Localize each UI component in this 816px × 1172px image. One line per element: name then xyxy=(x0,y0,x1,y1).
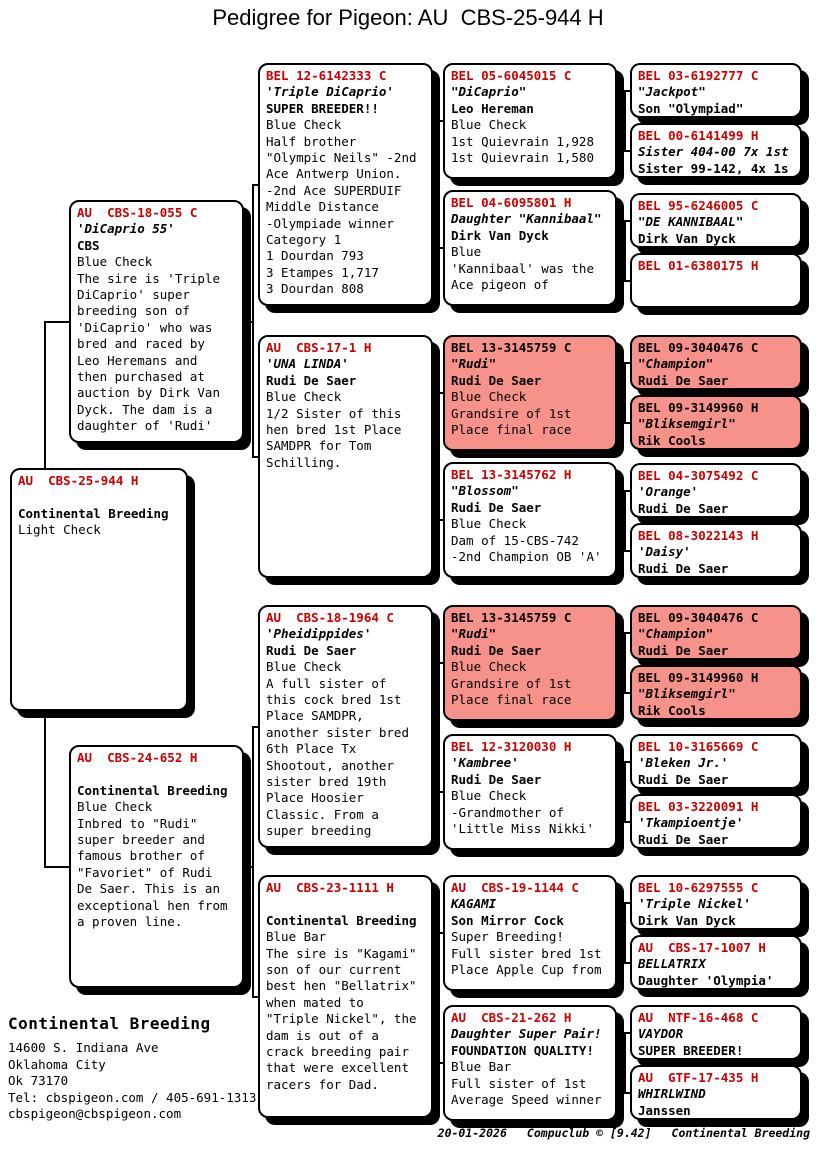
pigeon-note xyxy=(266,896,425,912)
pigeon-note: Grandsire of 1st xyxy=(451,675,572,691)
pigeon-note: Blue Check xyxy=(77,254,153,270)
pigeon-name: 'Orange' xyxy=(638,484,699,500)
pigeon-name: Daughter Super Pair! xyxy=(451,1026,602,1042)
connector-line xyxy=(624,490,626,552)
pigeon-breeder: Son "Olympiad" xyxy=(638,100,744,116)
pigeon-note: "Triple Nickel", the xyxy=(266,1011,417,1027)
pigeon-band-id: BEL 10-6297555 C xyxy=(638,880,759,895)
pigeon-note: 1 Dourdan 793 xyxy=(266,248,364,264)
pigeon-breeder: CBS xyxy=(77,237,100,253)
pedigree-box-gg6 xyxy=(443,734,617,850)
pigeon-breeder: Rudi De Saer xyxy=(638,500,729,516)
pigeon-name: "Champion" xyxy=(638,626,714,642)
pigeon-note: exceptional hen from xyxy=(77,897,228,913)
pigeon-band-id: BEL 08-3022143 H xyxy=(638,528,759,543)
breeder-city: Oklahoma City xyxy=(8,1056,106,1072)
pigeon-name: KAGAMI xyxy=(451,896,497,912)
pedigree-box-gg5 xyxy=(443,605,617,721)
pigeon-note xyxy=(18,489,180,505)
pigeon-note: 1st Quievrain 1,928 xyxy=(451,133,594,149)
pigeon-note: The sire is "Kagami" xyxy=(266,945,417,961)
pigeon-note: Leo Heremans and xyxy=(77,352,198,368)
pigeon-note: Grandsire of 1st xyxy=(451,405,572,421)
pigeon-band-id: AU CBS-24-652 H xyxy=(77,750,198,765)
pigeon-breeder: Rudi De Saer xyxy=(451,372,542,388)
pigeon-note: Blue Check xyxy=(451,389,527,405)
connector-line xyxy=(624,632,626,694)
pigeon-name: 'Triple Nickel' xyxy=(638,896,751,912)
connector-line xyxy=(437,932,439,1064)
pigeon-note: hen bred 1st Place xyxy=(266,422,402,438)
pigeon-band-id: AU NTF-16-468 C xyxy=(638,1010,759,1025)
pigeon-band-id: BEL 13-3145759 C xyxy=(451,340,572,355)
pedigree-box-ggg13 xyxy=(630,875,802,930)
pigeon-band-id: BEL 05-6045015 C xyxy=(451,68,572,83)
pigeon-note: -Olympiade winner xyxy=(266,215,394,231)
pigeon-note: 6th Place Tx xyxy=(266,741,357,757)
pigeon-name: BELLATRIX xyxy=(638,956,706,972)
pedigree-box-gg2 xyxy=(443,190,617,306)
pigeon-name: "DE KANNIBAAL" xyxy=(638,214,744,230)
pigeon-note: Classic. From a xyxy=(266,806,379,822)
pigeon-band-id: BEL 12-6142333 C xyxy=(266,68,387,83)
pedigree-box-gg8 xyxy=(443,1005,617,1121)
pigeon-note: Inbred to "Rudi" xyxy=(77,815,198,831)
pigeon-note: super breeder and xyxy=(77,832,205,848)
pigeon-note: 'Kannibaal' was the xyxy=(451,260,594,276)
pigeon-name: "Rudi" xyxy=(451,626,497,642)
pigeon-note: Place Apple Cup from xyxy=(451,962,602,978)
pigeon-band-id: AU CBS-18-055 C xyxy=(77,205,198,220)
pigeon-note: The sire is 'Triple xyxy=(77,270,220,286)
pigeon-name: 'Bleken Jr.' xyxy=(638,755,729,771)
pigeon-name: "Blossom" xyxy=(451,483,519,499)
pigeon-band-id: BEL 09-3149960 H xyxy=(638,670,759,685)
pigeon-note: DiCaprio' super xyxy=(77,287,190,303)
pedigree-box-ggg12 xyxy=(630,794,802,849)
pigeon-breeder: Dirk Van Dyck xyxy=(638,230,736,246)
connector-line xyxy=(44,866,69,868)
pigeon-note: Blue Check xyxy=(77,799,153,815)
connector-line xyxy=(44,321,69,323)
pigeon-band-id: AU CBS-23-1111 H xyxy=(266,880,394,895)
pigeon-band-id: BEL 03-6192777 C xyxy=(638,68,759,83)
pedigree-box-ggg4 xyxy=(630,253,802,308)
pigeon-note: Dyck. The dam is a xyxy=(77,401,213,417)
pigeon-note: Half brother xyxy=(266,133,357,149)
pigeon-band-id: AU CBS-17-1 H xyxy=(266,340,372,355)
pigeon-note: -Grandmother of xyxy=(451,804,564,820)
connector-line xyxy=(624,902,626,964)
pedigree-box-ggg1 xyxy=(630,63,802,118)
pigeon-breeder: Rudi De Saer xyxy=(638,372,729,388)
connector-line xyxy=(252,726,254,998)
pigeon-note: Blue Check xyxy=(266,659,342,675)
pigeon-note: "Olympic Neils" -2nd xyxy=(266,150,417,166)
pigeon-breeder: Son Mirror Cock xyxy=(451,912,564,928)
connector-line xyxy=(252,184,254,458)
pigeon-breeder: Dirk Van Dyck xyxy=(638,912,736,928)
pigeon-note: 'Little Miss Nikki' xyxy=(451,821,594,837)
pigeon-breeder: Rudi De Saer xyxy=(451,642,542,658)
footer-software: Compuclub © [9.42] xyxy=(526,1126,652,1140)
pigeon-note: A full sister of xyxy=(266,675,387,691)
pigeon-name: 'Daisy' xyxy=(638,544,691,560)
pigeon-band-id: BEL 12-3120030 H xyxy=(451,739,572,754)
pedigree-box-sire xyxy=(69,200,244,443)
pigeon-note: racers for Dad. xyxy=(266,1076,379,1092)
breeder-address-line: 14600 S. Indiana Ave xyxy=(8,1040,159,1055)
pedigree-box-ggg10 xyxy=(630,665,802,720)
pigeon-note: a proven line. xyxy=(77,914,183,930)
connector-line xyxy=(624,761,626,823)
pigeon-breeder: Rik Cools xyxy=(638,702,706,718)
pigeon-note: 1/2 Sister of this xyxy=(266,405,402,421)
pigeon-note: 3 Dourdan 808 xyxy=(266,281,364,297)
pedigree-box-gg3 xyxy=(443,335,617,451)
pigeon-breeder: Leo Hereman xyxy=(451,100,534,116)
pigeon-note: Average Speed winner xyxy=(451,1092,602,1108)
pigeon-band-id: AU CBS-18-1964 C xyxy=(266,610,394,625)
pigeon-note: Place Hoosier xyxy=(266,790,364,806)
pigeon-breeder: Dirk Van Dyck xyxy=(451,227,549,243)
pedigree-box-ggg11 xyxy=(630,734,802,789)
pigeon-name: 'DiCaprio 55' xyxy=(77,221,175,237)
pigeon-breeder: Sister 99-142, 4x 1s xyxy=(638,160,789,176)
page-title: Pedigree for Pigeon: AU CBS-25-944 H xyxy=(212,5,604,30)
pigeon-breeder: Rik Cools xyxy=(638,432,706,448)
pedigree-box-ggg2 xyxy=(630,123,802,178)
connector-line xyxy=(624,1032,626,1094)
pedigree-box-ggg6 xyxy=(630,395,802,450)
pigeon-note: Super Breeding! xyxy=(451,929,564,945)
pigeon-breeder: Rudi De Saer xyxy=(638,831,729,847)
pigeon-breeder: Rudi De Saer xyxy=(638,771,729,787)
pigeon-note: Full sister bred 1st xyxy=(451,945,602,961)
pigeon-band-id: BEL 09-3149960 H xyxy=(638,400,759,415)
pigeon-band-id: BEL 13-3145762 H xyxy=(451,467,572,482)
pigeon-note: Full sister of 1st xyxy=(451,1075,587,1091)
pigeon-breeder: Rudi De Saer xyxy=(451,499,542,515)
pigeon-note: SAMDPR for Tom xyxy=(266,438,372,454)
breeder-email: cbspigeon@cbspigeon.com xyxy=(8,1106,182,1121)
pigeon-note: -2nd Champion OB 'A' xyxy=(451,549,602,565)
pedigree-box-g2 xyxy=(258,335,433,578)
pigeon-breeder: SUPER BREEDER! xyxy=(638,1042,744,1058)
pigeon-note: Blue xyxy=(451,244,482,260)
pigeon-note: bred and raced by xyxy=(77,336,205,352)
pigeon-band-id: AU GTF-17-435 H xyxy=(638,1070,759,1085)
pigeon-breeder: Rudi De Saer xyxy=(638,642,729,658)
connector-line xyxy=(624,90,626,152)
pedigree-box-ggg16 xyxy=(630,1065,802,1120)
pedigree-box-gg4 xyxy=(443,462,617,578)
pigeon-note: breeding son of xyxy=(77,303,190,319)
pigeon-breeder: Daughter 'Olympia' xyxy=(638,972,774,988)
pigeon-name: 'Tkampioentje' xyxy=(638,815,744,831)
pigeon-note: Blue Check xyxy=(451,788,527,804)
connector-line xyxy=(437,392,439,521)
pigeon-note: Light Check xyxy=(18,522,101,538)
pigeon-note xyxy=(77,766,236,782)
pigeon-note: Blue Check xyxy=(266,117,342,133)
breeder-phone: Tel: cbspigeon.com / 405-691-1313 xyxy=(8,1089,257,1105)
pigeon-name: "Rudi" xyxy=(451,356,497,372)
pigeon-note: "Favoriet" of Rudi xyxy=(77,864,213,880)
pigeon-breeder: Continental Breeding xyxy=(266,912,417,928)
pigeon-note: Blue Check xyxy=(451,516,527,532)
pigeon-note: Middle Distance xyxy=(266,199,379,215)
pedigree-box-ggg8 xyxy=(630,523,802,578)
pigeon-note: Blue Check xyxy=(451,659,527,675)
footer-date: 20-01-2026 xyxy=(437,1126,507,1140)
breeder-name: Continental Breeding xyxy=(8,1014,211,1033)
pigeon-name: "DiCaprio" xyxy=(451,84,527,100)
pigeon-band-id: BEL 04-6095801 H xyxy=(451,195,572,210)
connector-line xyxy=(437,662,439,793)
pedigree-box-g3 xyxy=(258,605,433,848)
pigeon-band-id: AU CBS-17-1007 H xyxy=(638,940,766,955)
pigeon-band-id: BEL 10-3165669 C xyxy=(638,739,759,754)
pigeon-note: Blue Bar xyxy=(451,1059,512,1075)
pigeon-note: when mated to xyxy=(266,994,364,1010)
pedigree-box-subject xyxy=(10,468,188,711)
pigeon-note: 3 Etampes 1,717 xyxy=(266,264,379,280)
pigeon-note: Schilling. xyxy=(266,454,342,470)
pigeon-breeder: FOUNDATION QUALITY! xyxy=(451,1042,594,1058)
pigeon-name: 'Kambree' xyxy=(451,755,519,771)
pigeon-name: 'UNA LINDA' xyxy=(266,356,349,372)
pigeon-note: auction by Dirk Van xyxy=(77,385,220,401)
pigeon-note: another sister bred xyxy=(266,724,409,740)
pigeon-note: Blue Bar xyxy=(266,929,327,945)
breeder-state-zip: Ok 73170 xyxy=(8,1073,69,1088)
pigeon-band-id: BEL 13-3145759 C xyxy=(451,610,572,625)
breeder-contact xyxy=(8,1014,256,1123)
pigeon-note: Ace pigeon of xyxy=(451,277,549,293)
pigeon-name: "Bliksemgirl" xyxy=(638,416,736,432)
pigeon-breeder: Continental Breeding xyxy=(77,782,228,798)
pigeon-note: best hen "Bellatrix" xyxy=(266,978,417,994)
pedigree-box-ggg15 xyxy=(630,1005,802,1060)
pigeon-note: Blue Check xyxy=(266,389,342,405)
footer xyxy=(438,1126,810,1140)
pigeon-note: Category 1 xyxy=(266,232,342,248)
pigeon-note: Place SAMDPR, xyxy=(266,708,364,724)
pedigree-box-g1 xyxy=(258,63,433,306)
pigeon-breeder: Rudi De Saer xyxy=(266,642,357,658)
connector-line xyxy=(437,120,439,249)
pigeon-breeder: SUPER BREEDER!! xyxy=(266,100,379,116)
connector-line xyxy=(624,220,626,282)
pigeon-note: that were excellent xyxy=(266,1060,409,1076)
pigeon-note: Place final race xyxy=(451,422,572,438)
pigeon-note: daughter of 'Rudi' xyxy=(77,418,213,434)
pigeon-name: 'Pheidippides' xyxy=(266,626,372,642)
pigeon-note: dam is out of a xyxy=(266,1027,379,1043)
pedigree-box-ggg7 xyxy=(630,463,802,518)
pigeon-band-id: BEL 04-3075492 C xyxy=(638,468,759,483)
pigeon-note: son of our current xyxy=(266,962,402,978)
pigeon-name: Daughter "Kannibaal" xyxy=(451,211,602,227)
pigeon-breeder: Rudi De Saer xyxy=(638,560,729,576)
pigeon-note: Shootout, another xyxy=(266,757,394,773)
pigeon-breeder: Janssen xyxy=(638,1102,691,1118)
pigeon-note: famous brother of xyxy=(77,848,205,864)
pigeon-name: "Bliksemgirl" xyxy=(638,686,736,702)
pigeon-note: Place final race xyxy=(451,692,572,708)
pedigree-box-gg7 xyxy=(443,875,617,991)
pigeon-band-id: BEL 95-6246005 C xyxy=(638,198,759,213)
pigeon-note: sister bred 19th xyxy=(266,774,387,790)
pigeon-band-id: AU CBS-19-1144 C xyxy=(451,880,579,895)
pigeon-band-id: BEL 03-3220091 H xyxy=(638,799,759,814)
pigeon-band-id: AU CBS-25-944 H xyxy=(18,473,139,488)
pigeon-band-id: BEL 01-6380175 H xyxy=(638,258,759,273)
pedigree-box-ggg3 xyxy=(630,193,802,248)
pedigree-box-dam xyxy=(69,745,244,988)
pigeon-name: "Jackpot" xyxy=(638,84,706,100)
pigeon-breeder: Continental Breeding xyxy=(18,505,169,521)
pigeon-band-id: BEL 09-3040476 C xyxy=(638,340,759,355)
pigeon-note: then purchased at xyxy=(77,369,205,385)
pigeon-note: De Saer. This is an xyxy=(77,881,220,897)
pedigree-box-ggg5 xyxy=(630,335,802,390)
footer-loft: Continental Breeding xyxy=(671,1126,810,1140)
pigeon-note: Blue Check xyxy=(451,117,527,133)
pigeon-name: "Champion" xyxy=(638,356,714,372)
pedigree-box-gg1 xyxy=(443,63,617,179)
pigeon-note: -2nd Ace SUPERDUIF xyxy=(266,182,402,198)
pigeon-note: crack breeding pair xyxy=(266,1044,409,1060)
pigeon-note: 1st Quievrain 1,580 xyxy=(451,150,594,166)
pedigree-box-ggg14 xyxy=(630,935,802,990)
connector-line xyxy=(624,362,626,424)
pigeon-name: 'Triple DiCaprio' xyxy=(266,84,394,100)
pigeon-name: VAYDOR xyxy=(638,1026,684,1042)
pigeon-breeder: Rudi De Saer xyxy=(266,372,357,388)
pigeon-band-id: BEL 00-6141499 H xyxy=(638,128,759,143)
pedigree-box-ggg9 xyxy=(630,605,802,660)
pedigree-box-g4 xyxy=(258,875,433,1118)
pigeon-breeder: Rudi De Saer xyxy=(451,771,542,787)
pigeon-note: super breeding xyxy=(266,823,372,839)
pigeon-name: WHIRLWIND xyxy=(638,1086,706,1102)
pigeon-band-id: AU CBS-21-262 H xyxy=(451,1010,572,1025)
pigeon-name: Sister 404-00 7x 1st xyxy=(638,144,789,160)
pigeon-band-id: BEL 09-3040476 C xyxy=(638,610,759,625)
pigeon-note: Ace Antwerp Union. xyxy=(266,166,402,182)
pigeon-note: Dam of 15-CBS-742 xyxy=(451,532,579,548)
pigeon-note: this cock bred 1st xyxy=(266,692,402,708)
pigeon-note: 'DiCaprio' who was xyxy=(77,319,213,335)
